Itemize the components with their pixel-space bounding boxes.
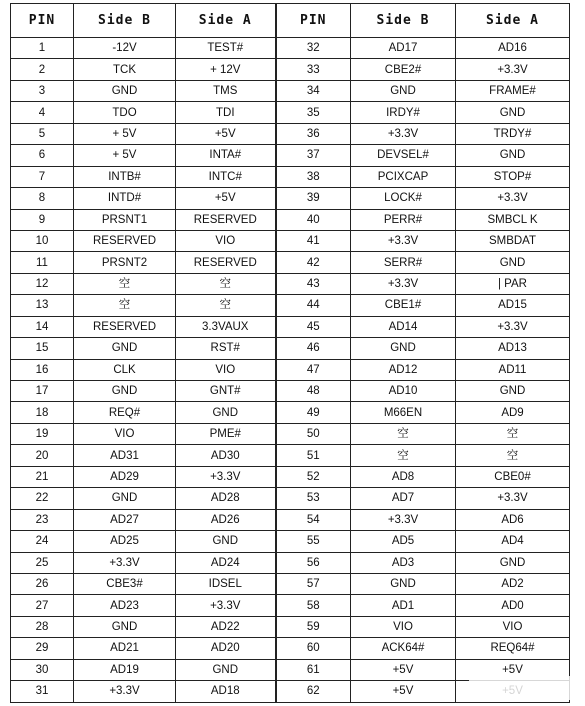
- table-row: [11, 488, 570, 509]
- side-a-left-cell: TDI: [176, 102, 276, 123]
- pin-right-cell: 53: [276, 488, 351, 509]
- side-a-left-cell: INTA#: [176, 145, 276, 166]
- table-body: [11, 38, 570, 703]
- pin-left-cell: 7: [11, 166, 74, 187]
- pin-left-cell: 21: [11, 466, 74, 487]
- side-b-left-cell: GND: [74, 80, 176, 101]
- pin-right-cell: 46: [276, 338, 351, 359]
- side-b-left-cell: GND: [74, 381, 176, 402]
- side-a-left-cell: TMS: [176, 80, 276, 101]
- side-a-right-cell: +3.3V: [456, 488, 570, 509]
- pin-right-cell: 43: [276, 273, 351, 294]
- side-a-right-cell: GND: [456, 252, 570, 273]
- side-b-right-cell: 空: [351, 445, 456, 466]
- side-a-right-cell: AD16: [456, 38, 570, 59]
- side-b-left-cell: AD21: [74, 638, 176, 659]
- side-a-right-cell: GND: [456, 381, 570, 402]
- pin-right-cell: 47: [276, 359, 351, 380]
- side-b-left-cell: AD23: [74, 595, 176, 616]
- table-row: [11, 188, 570, 209]
- side-a-right-cell: 空: [456, 445, 570, 466]
- pin-left-cell: 6: [11, 145, 74, 166]
- pin-left-cell: 14: [11, 316, 74, 337]
- pin-right-cell: 55: [276, 531, 351, 552]
- side-a-right-cell: +5V: [456, 659, 570, 680]
- side-b-right-cell: +5V: [351, 681, 456, 702]
- side-b-left-cell: + 5V: [74, 123, 176, 144]
- side-b-left-cell: PRSNT1: [74, 209, 176, 230]
- pin-right-cell: 61: [276, 659, 351, 680]
- pin-left-cell: 10: [11, 230, 74, 251]
- side-a-left-cell: AD22: [176, 616, 276, 637]
- side-a-left-cell: VIO: [176, 230, 276, 251]
- pin-left-cell: 30: [11, 659, 74, 680]
- pin-right-cell: 59: [276, 616, 351, 637]
- pin-right-cell: 45: [276, 316, 351, 337]
- pin-left-cell: 29: [11, 638, 74, 659]
- side-a-right-cell: AD11: [456, 359, 570, 380]
- side-b-left-cell: 空: [74, 273, 176, 294]
- header-side-a-right: Side A: [456, 4, 570, 38]
- pin-right-cell: 58: [276, 595, 351, 616]
- side-b-right-cell: AD5: [351, 531, 456, 552]
- side-b-right-cell: AD14: [351, 316, 456, 337]
- side-a-left-cell: TEST#: [176, 38, 276, 59]
- table-row: [11, 316, 570, 337]
- table-row: [11, 359, 570, 380]
- side-b-left-cell: AD27: [74, 509, 176, 530]
- table-row: [11, 381, 570, 402]
- pin-right-cell: 35: [276, 102, 351, 123]
- side-b-right-cell: DEVSEL#: [351, 145, 456, 166]
- pin-left-cell: 26: [11, 573, 74, 594]
- table-row: [11, 573, 570, 594]
- side-b-left-cell: GND: [74, 338, 176, 359]
- side-b-right-cell: CBE1#: [351, 295, 456, 316]
- pin-right-cell: 34: [276, 80, 351, 101]
- side-a-left-cell: 3.3VAUX: [176, 316, 276, 337]
- side-b-left-cell: +3.3V: [74, 681, 176, 702]
- pin-left-cell: 15: [11, 338, 74, 359]
- pin-right-cell: 32: [276, 38, 351, 59]
- side-a-right-cell: AD13: [456, 338, 570, 359]
- table-row: [11, 59, 570, 80]
- side-b-right-cell: AD8: [351, 466, 456, 487]
- pin-right-cell: 52: [276, 466, 351, 487]
- pin-right-cell: 51: [276, 445, 351, 466]
- table-row: [11, 166, 570, 187]
- pin-left-cell: 18: [11, 402, 74, 423]
- header-pin-left: PIN: [11, 4, 74, 38]
- side-a-right-cell: | PAR: [456, 273, 570, 294]
- side-b-right-cell: LOCK#: [351, 188, 456, 209]
- side-a-left-cell: GNT#: [176, 381, 276, 402]
- side-b-right-cell: GND: [351, 573, 456, 594]
- side-b-left-cell: +3.3V: [74, 552, 176, 573]
- side-a-left-cell: AD24: [176, 552, 276, 573]
- pin-right-cell: 40: [276, 209, 351, 230]
- header-row: [11, 4, 570, 38]
- pin-left-cell: 25: [11, 552, 74, 573]
- side-b-left-cell: -12V: [74, 38, 176, 59]
- pin-left-cell: 19: [11, 423, 74, 444]
- side-b-left-cell: 空: [74, 295, 176, 316]
- side-b-right-cell: SERR#: [351, 252, 456, 273]
- side-a-left-cell: GND: [176, 531, 276, 552]
- side-b-right-cell: ACK64#: [351, 638, 456, 659]
- side-b-right-cell: AD1: [351, 595, 456, 616]
- side-a-left-cell: 空: [176, 295, 276, 316]
- pin-right-cell: 62: [276, 681, 351, 702]
- side-b-right-cell: AD10: [351, 381, 456, 402]
- side-a-left-cell: AD30: [176, 445, 276, 466]
- header-side-a-left: Side A: [176, 4, 276, 38]
- pin-left-cell: 31: [11, 681, 74, 702]
- side-a-right-cell: AD9: [456, 402, 570, 423]
- side-a-right-cell: AD6: [456, 509, 570, 530]
- pin-left-cell: 17: [11, 381, 74, 402]
- table-row: [11, 102, 570, 123]
- side-a-left-cell: INTC#: [176, 166, 276, 187]
- side-b-right-cell: +3.3V: [351, 509, 456, 530]
- side-b-right-cell: AD3: [351, 552, 456, 573]
- side-b-left-cell: AD29: [74, 466, 176, 487]
- pin-right-cell: 54: [276, 509, 351, 530]
- side-b-left-cell: CLK: [74, 359, 176, 380]
- side-b-right-cell: VIO: [351, 616, 456, 637]
- side-b-right-cell: AD12: [351, 359, 456, 380]
- header-side-b-left: Side B: [74, 4, 176, 38]
- side-b-left-cell: AD19: [74, 659, 176, 680]
- side-a-right-cell: GND: [456, 145, 570, 166]
- table-row: [11, 145, 570, 166]
- side-a-right-cell: +3.3V: [456, 59, 570, 80]
- pin-right-cell: 36: [276, 123, 351, 144]
- side-b-left-cell: AD25: [74, 531, 176, 552]
- pin-left-cell: 22: [11, 488, 74, 509]
- table-row: [11, 402, 570, 423]
- side-a-left-cell: RESERVED: [176, 209, 276, 230]
- side-b-right-cell: GND: [351, 338, 456, 359]
- side-a-right-cell: SMBDAT: [456, 230, 570, 251]
- side-b-left-cell: INTD#: [74, 188, 176, 209]
- side-a-left-cell: IDSEL: [176, 573, 276, 594]
- pin-left-cell: 8: [11, 188, 74, 209]
- side-a-left-cell: PME#: [176, 423, 276, 444]
- table-row: [11, 531, 570, 552]
- side-a-right-cell: 空: [456, 423, 570, 444]
- side-a-left-cell: GND: [176, 659, 276, 680]
- side-b-left-cell: RESERVED: [74, 230, 176, 251]
- side-a-right-cell: SMBCL K: [456, 209, 570, 230]
- side-a-right-cell: +3.3V: [456, 188, 570, 209]
- side-b-left-cell: PRSNT2: [74, 252, 176, 273]
- side-b-right-cell: AD7: [351, 488, 456, 509]
- side-a-right-cell: TRDY#: [456, 123, 570, 144]
- pin-left-cell: 28: [11, 616, 74, 637]
- side-a-left-cell: +5V: [176, 123, 276, 144]
- table-row: [11, 552, 570, 573]
- pin-right-cell: 60: [276, 638, 351, 659]
- side-b-left-cell: TDO: [74, 102, 176, 123]
- header-side-b-right: Side B: [351, 4, 456, 38]
- side-b-right-cell: 空: [351, 423, 456, 444]
- side-b-left-cell: RESERVED: [74, 316, 176, 337]
- side-a-left-cell: + 12V: [176, 59, 276, 80]
- side-a-left-cell: RESERVED: [176, 252, 276, 273]
- table-row: [11, 595, 570, 616]
- table-header: [11, 4, 570, 38]
- side-b-left-cell: REQ#: [74, 402, 176, 423]
- side-a-right-cell: GND: [456, 552, 570, 573]
- pin-left-cell: 20: [11, 445, 74, 466]
- side-a-left-cell: +5V: [176, 188, 276, 209]
- pin-left-cell: 24: [11, 531, 74, 552]
- header-pin-right: PIN: [276, 4, 351, 38]
- side-a-right-cell: FRAME#: [456, 80, 570, 101]
- table-row: [11, 423, 570, 444]
- side-a-right-cell: STOP#: [456, 166, 570, 187]
- side-a-right-cell: AD0: [456, 595, 570, 616]
- side-b-right-cell: M66EN: [351, 402, 456, 423]
- pin-right-cell: 38: [276, 166, 351, 187]
- side-b-right-cell: AD17: [351, 38, 456, 59]
- pin-right-cell: 57: [276, 573, 351, 594]
- side-b-right-cell: +3.3V: [351, 123, 456, 144]
- side-a-left-cell: AD18: [176, 681, 276, 702]
- side-a-left-cell: AD28: [176, 488, 276, 509]
- watermark-overlay: [469, 676, 577, 700]
- side-a-left-cell: AD26: [176, 509, 276, 530]
- side-a-right-cell: VIO: [456, 616, 570, 637]
- pin-left-cell: 9: [11, 209, 74, 230]
- pin-left-cell: 12: [11, 273, 74, 294]
- pin-left-cell: 27: [11, 595, 74, 616]
- side-a-left-cell: GND: [176, 402, 276, 423]
- table-row: [11, 509, 570, 530]
- side-a-left-cell: +3.3V: [176, 466, 276, 487]
- pin-right-cell: 39: [276, 188, 351, 209]
- side-a-right-cell: AD4: [456, 531, 570, 552]
- table-row: [11, 338, 570, 359]
- pin-right-cell: 48: [276, 381, 351, 402]
- pin-left-cell: 3: [11, 80, 74, 101]
- pin-left-cell: 23: [11, 509, 74, 530]
- pin-right-cell: 50: [276, 423, 351, 444]
- side-b-right-cell: PERR#: [351, 209, 456, 230]
- side-a-left-cell: AD20: [176, 638, 276, 659]
- pin-right-cell: 42: [276, 252, 351, 273]
- table-row: [11, 123, 570, 144]
- pin-left-cell: 16: [11, 359, 74, 380]
- pin-right-cell: 49: [276, 402, 351, 423]
- side-a-left-cell: 空: [176, 273, 276, 294]
- side-b-right-cell: GND: [351, 80, 456, 101]
- pin-right-cell: 33: [276, 59, 351, 80]
- side-b-right-cell: +5V: [351, 659, 456, 680]
- pin-right-cell: 41: [276, 230, 351, 251]
- side-b-left-cell: VIO: [74, 423, 176, 444]
- side-b-right-cell: PCIXCAP: [351, 166, 456, 187]
- table-row: [11, 638, 570, 659]
- pin-left-cell: 4: [11, 102, 74, 123]
- side-b-left-cell: CBE3#: [74, 573, 176, 594]
- side-b-left-cell: AD31: [74, 445, 176, 466]
- pin-left-cell: 2: [11, 59, 74, 80]
- table-row: [11, 445, 570, 466]
- side-b-right-cell: +3.3V: [351, 230, 456, 251]
- side-b-left-cell: TCK: [74, 59, 176, 80]
- side-b-right-cell: IRDY#: [351, 102, 456, 123]
- pin-left-cell: 1: [11, 38, 74, 59]
- side-a-right-cell: REQ64#: [456, 638, 570, 659]
- side-b-left-cell: INTB#: [74, 166, 176, 187]
- side-a-right-cell: AD15: [456, 295, 570, 316]
- table-row: [11, 80, 570, 101]
- table-row: [11, 466, 570, 487]
- table-row: [11, 38, 570, 59]
- side-b-right-cell: +3.3V: [351, 273, 456, 294]
- pin-assignment-table: [10, 3, 570, 703]
- side-a-left-cell: +3.3V: [176, 595, 276, 616]
- pin-right-cell: 44: [276, 295, 351, 316]
- side-a-right-cell: GND: [456, 102, 570, 123]
- pin-right-cell: 56: [276, 552, 351, 573]
- side-b-left-cell: GND: [74, 488, 176, 509]
- side-b-left-cell: + 5V: [74, 145, 176, 166]
- pin-left-cell: 5: [11, 123, 74, 144]
- pin-right-cell: 37: [276, 145, 351, 166]
- side-b-right-cell: CBE2#: [351, 59, 456, 80]
- side-a-right-cell: +3.3V: [456, 316, 570, 337]
- table-row: [11, 252, 570, 273]
- side-a-right-cell: CBE0#: [456, 466, 570, 487]
- pin-left-cell: 11: [11, 252, 74, 273]
- table-row: [11, 230, 570, 251]
- side-a-left-cell: VIO: [176, 359, 276, 380]
- table-row: [11, 295, 570, 316]
- side-a-right-cell: AD2: [456, 573, 570, 594]
- table-row: [11, 209, 570, 230]
- table-row: [11, 273, 570, 294]
- side-b-left-cell: GND: [74, 616, 176, 637]
- pin-left-cell: 13: [11, 295, 74, 316]
- table-row: [11, 616, 570, 637]
- side-a-left-cell: RST#: [176, 338, 276, 359]
